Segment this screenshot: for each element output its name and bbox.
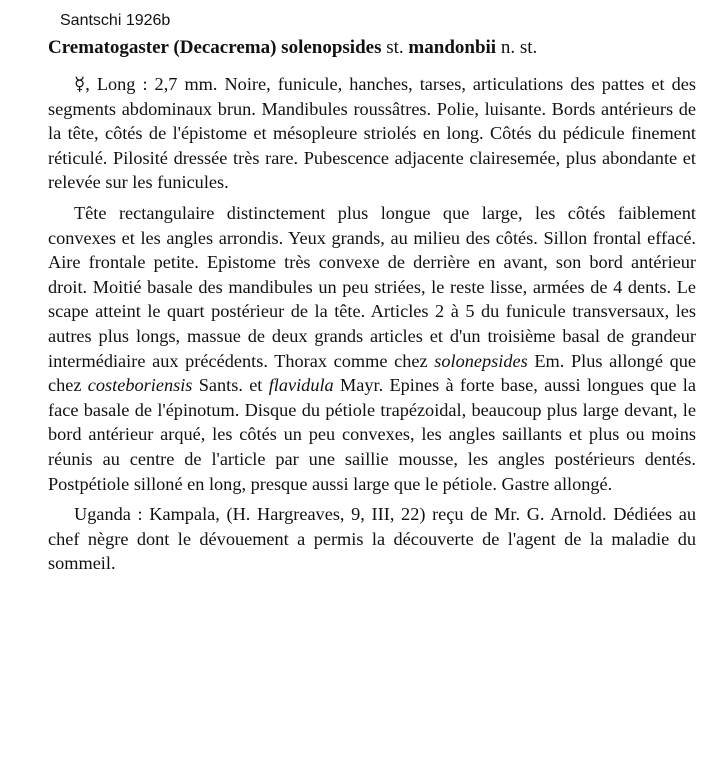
source-citation: Santschi 1926b [60, 12, 171, 29]
species-name-solonepsides: solonepsides [434, 350, 528, 371]
morphology-text-4: Mayr. Epines à forte base, aussi longues que la face basale de l'épinotum. Disque du pétiole trapézoidal, beaucoup plus large devant, le bord antérieur arqué, les côtés un peu convexes, les angles saillants et plus ou moins réunis au centre de l'article par une saillie mousse, les angles postérieurs dentés. Postpétiole silloné en long, presque aussi large que le pétiole. Gastre allongé. [48, 375, 696, 494]
morphology-text-2: Em. Plus allongé que chez [48, 350, 696, 396]
locality-paragraph: Uganda : Kampala, (H. Hargreaves, 9, III, 22) reçu de Mr. G. Arnold. Dédiées au chef nègre dont le dévouement a permis la découverte de l'agent de la maladie du sommeil. [48, 504, 696, 574]
morphology-paragraph [48, 201, 696, 496]
species-name-costeboriensis: costeboriensis [87, 375, 193, 396]
taxon-species: solenopsides [281, 37, 382, 58]
description-paragraph: ☿, Long : 2,7 mm. Noire, funicule, hanches, tarses, articulations des pattes et des segments abdominaux brun. Mandibules roussâtres. Polie, luisante. Bords antérieurs de la tête, côtés de l'épistome et mésopleure striolés en long. Côtés du pédicule finement réticulé. Pilosité dressée très rare. Pubescence adjacente clairesemée, plus abondante et relevée sur les funicules. [48, 74, 696, 193]
taxon-status: n. st. [500, 37, 538, 58]
species-name-flavidula: flavidula [268, 375, 334, 396]
taxon-rank: st. [386, 37, 404, 58]
morphology-text-3: Sants. et [192, 375, 269, 396]
morphology-text-1: Tête rectangulaire distinctement plus longue que large, les côtés faiblement convexes et les angles arrondis. Yeux grands, au milieu des côtés. Sillon frontal effacé. Aire frontale petite. Epistome très convexe de derrière en avant, son bord antérieur droit. Moitié basale des mandibules un peu striées, le reste lisse, armées de 4 dents. Le scape atteint le quart postérieur de la tête. Articles 2 à 5 du funicule transversaux, les autres plus longs, massue de deux grands articles et d'un troisième basal de grandeur intermédiaire aux précédents. Thorax comme chez [48, 202, 696, 371]
taxon-title [48, 36, 696, 60]
taxon-subspecies: mandonbii [408, 37, 497, 58]
taxon-genus: Crematogaster (Decacrema) [48, 37, 277, 58]
